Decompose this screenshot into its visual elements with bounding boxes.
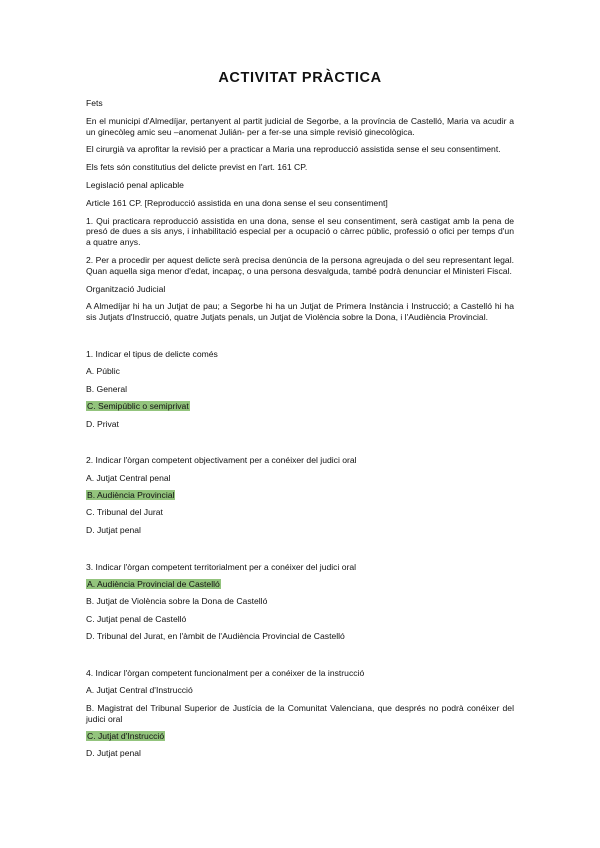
option: B. General <box>86 383 128 394</box>
section-heading-fets: Fets <box>86 98 103 108</box>
option: D. Tribunal del Jurat, en l'àmbit de l'Audiència Provincial de Castelló <box>86 631 345 642</box>
question-text: 2. Indicar l'òrgan competent objectivament per a conéixer del judici oral <box>86 455 357 466</box>
option: D. Jutjat penal <box>86 748 141 759</box>
question-block <box>86 455 514 535</box>
question-block <box>86 349 514 429</box>
option: B. Magistrat del Tribunal Superior de Justícia de la Comunitat Valenciana, que després no podrà conéixer del judici oral <box>86 702 514 724</box>
correct-option: C. Jutjat d'Instrucció <box>87 731 165 741</box>
fets-paragraph: El cirurgià va aprofitar la revisió per a practicar a Maria una reproducció assistida sense el seu consentiment. <box>86 144 501 155</box>
question-block <box>86 562 514 642</box>
option: C. Jutjat penal de Castelló <box>86 613 187 624</box>
option: C. Tribunal del Jurat <box>86 507 163 518</box>
legislacio-paragraph: 1. Qui practicara reproducció assistida en una dona, sense el seu consentiment, serà castigat amb la pena de presó de dues a sis anys, i inhabilitació especial per a ocupació o càrrec públic, professió o ofici per temps d'un a quatre anys. <box>86 215 514 248</box>
correct-option: A. Audiència Provincial de Castelló <box>87 579 220 590</box>
article-heading: Article 161 CP. [Reproducció assistida en una dona sense el seu consentiment] <box>86 197 388 208</box>
fets-paragraph: En el municipi d'Almedíjar, pertanyent al partit judicial de Segorbe, a la província de Castelló, Maria va acudir a un ginecòleg amic seu –anomenat Julián- per a fer-se una simple revisió ginecològica. <box>86 115 514 137</box>
option: A. Jutjat Central d'Instrucció <box>86 685 193 696</box>
document-title: ACTIVITAT PRÀCTICA <box>218 70 382 86</box>
option: D. Privat <box>86 418 119 429</box>
document-page <box>86 70 514 785</box>
section-heading-organitzacio: Organització Judicial <box>86 283 166 294</box>
correct-option: C. Semipúblic o semiprivat <box>87 401 189 412</box>
correct-option: B. Audiència Provincial <box>87 490 175 501</box>
fets-paragraph: Els fets són constitutius del delicte previst en l'art. 161 CP. <box>86 162 308 173</box>
option: A. Jutjat Central penal <box>86 472 171 483</box>
option: D. Jutjat penal <box>86 524 141 535</box>
option: B. Jutjat de Violència sobre la Dona de Castelló <box>86 596 268 607</box>
question-block <box>86 668 514 759</box>
legislacio-paragraph: 2. Per a procedir per aquest delicte serà precisa denúncia de la persona agreujada o del seu representant legal. Quan aquella siga menor d'edat, incapaç, o una persona desvalguda, també podrà denunciar el Ministeri Fiscal. <box>86 254 514 276</box>
question-text: 3. Indicar l'òrgan competent territorialment per a conéixer del judici oral <box>86 561 357 572</box>
organitzacio-paragraph: A Almedíjar hi ha un Jutjat de pau; a Segorbe hi ha un Jutjat de Primera Instància i Instrucció; a Castelló hi ha sis Jutjats d'Instrucció, quatre Jutjats penals, un Jutjat de Violència sobre la Dona, i l'Audiència Provincial. <box>86 301 514 323</box>
question-text: 1. Indicar el tipus de delicte comés <box>86 348 218 359</box>
question-text: 4. Indicar l'òrgan competent funcionalment per a conéixer de la instrucció <box>86 668 365 679</box>
option: A. Públic <box>86 366 120 377</box>
section-heading-legislacio: Legislació penal aplicable <box>86 179 184 190</box>
